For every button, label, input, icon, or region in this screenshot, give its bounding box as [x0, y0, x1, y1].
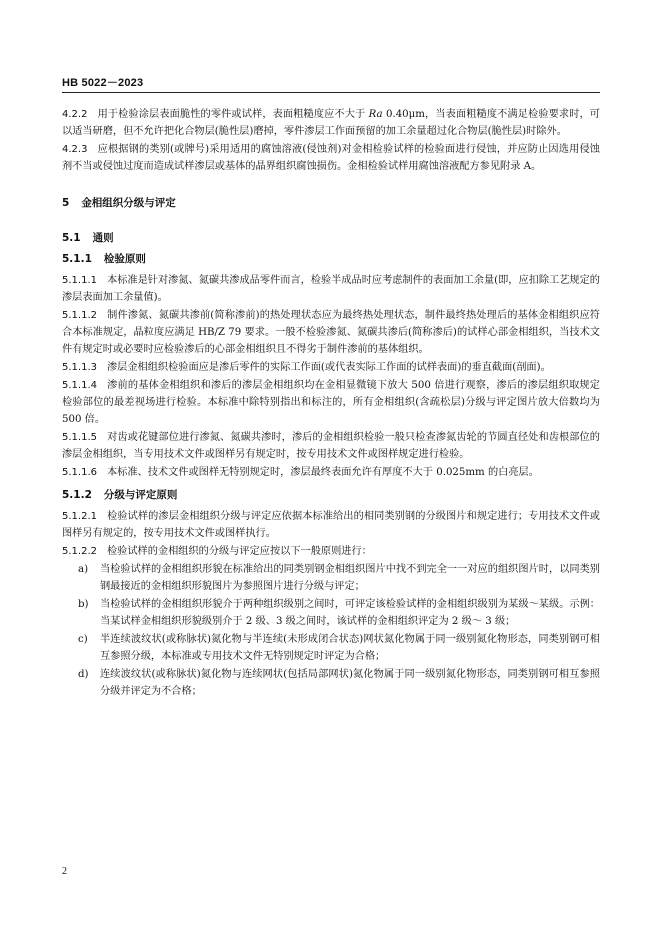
- list-marker: d): [78, 669, 89, 680]
- clause-text: 用于检验涂层表面脆性的零件或试样，表面粗糙度应不大于: [97, 109, 369, 120]
- page-number: 2: [62, 866, 67, 877]
- clause-text: 制件渗氮、氮碳共渗前(简称渗前)的热处理状态应为最终热处理状态，制件最终热处理后的基体金相组织应符合本标准规定，晶粒度应满足 HB/Z 79 要求。一般不检验渗氮、氮碳共渗后(简称渗后)的试样心部金相组织，当技术文件有规定时或必要时应检验渗后的心部金相组织且不得劣于制件渗前的基体组织。: [62, 310, 600, 355]
- header-rule: [62, 92, 600, 93]
- paragraph-5-1-1-5: [62, 429, 600, 463]
- paragraph-5-1-1-1: [62, 272, 600, 306]
- section-title: 检验原则: [103, 253, 146, 265]
- section-title: 通则: [92, 232, 114, 244]
- clause-text: 渗前的基体金相组织和渗后的渗层金相组织均在金相显微镜下放大 500 倍进行观察，渗后的渗层组织取规定检验部位的最差视场进行检验。本标准中除特别指出和标注的，所有金相组织(含疏松层)分级与评定图片放大倍数均为 500 倍。: [62, 380, 600, 425]
- clause-text: 本标准、技术文件或图样无特别规定时，渗层最终表面允许有厚度不大于 0.025mm 的白亮层。: [107, 467, 539, 478]
- principles-list: [62, 561, 600, 700]
- clause-text: 0.40μm，当表面粗糙度不满足检验要求时，可以适当研磨，但不允许把化合物层(脆性层)磨掉，零件渗层工作面预留的加工余量超过化合物层(脆性层)时除外。: [62, 109, 600, 137]
- clause-number: 5.1.1.6: [62, 467, 97, 478]
- clause-number: 5.1.1.3: [62, 362, 97, 373]
- clause-number: 5.1.1.1: [62, 275, 97, 286]
- paragraph-4-2-2: [62, 106, 600, 140]
- clause-number: 5.1.1.4: [62, 380, 97, 391]
- section-heading-5: [62, 195, 600, 212]
- list-item-text: 半连续波纹状(或称脉状)氮化物与半连续(未形成闭合状态)网状氮化物属于同一级别氮化物形态，同类别钢可相互参照分级，本标准或专用技术文件无特别规定时评定为合格；: [100, 634, 600, 662]
- clause-text: 对齿或花键部位进行渗氮、氮碳共渗时，渗后的金相组织检验一般只检查渗氮齿轮的节圆直径处和齿根部位的渗层金相组织，当专用技术文件或图样另有规定时，按专用技术文件或图样规定进行检验。: [62, 432, 600, 460]
- clause-text: 检验试样的渗层金相组织分级与评定应依据本标准给出的相同类别钢的分级图片和规定进行；专用技术文件或图样另有规定的，按专用技术文件或图样执行。: [62, 511, 600, 539]
- clause-number: 5.1.1.2: [62, 310, 97, 321]
- section-number: 5: [62, 197, 70, 209]
- list-item: [62, 561, 600, 595]
- paragraph-4-2-3: [62, 141, 600, 175]
- clause-text: 检验试样的金相组织的分级与评定应按以下一般原则进行：: [107, 546, 372, 557]
- paragraph-5-1-1-2: [62, 307, 600, 358]
- paragraph-5-1-1-3: [62, 359, 600, 376]
- paragraph-5-1-1-6: [62, 464, 600, 481]
- clause-number: 5.1.1.5: [62, 432, 97, 443]
- list-item: [62, 631, 600, 665]
- paragraph-5-1-1-4: [62, 377, 600, 428]
- clause-number: 5.1.2.2: [62, 546, 97, 557]
- clause-text: 应根据钢的类别(或牌号)采用适用的腐蚀溶液(侵蚀剂)对金相检验试样的检验面进行侵蚀，并应防止因选用侵蚀剂不当或侵蚀过度而造成试样渗层或基体的晶界组织腐蚀损伤。金相检验试样用腐蚀溶液配方参见附录 A。: [62, 144, 600, 172]
- document-body: [62, 106, 600, 701]
- clause-number: 5.1.2.1: [62, 511, 97, 522]
- section-heading-5-1-1: [62, 251, 600, 268]
- clause-text: 本标准是针对渗氮、氮碳共渗成品零件而言，检验半成品时应考虑制件的表面加工余量(即，应扣除工艺规定的渗层表面加工余量值)。: [62, 275, 600, 303]
- list-marker: c): [78, 634, 88, 645]
- section-number: 5.1: [62, 232, 81, 244]
- list-marker: a): [78, 564, 89, 575]
- paragraph-5-1-2-1: [62, 508, 600, 542]
- section-heading-5-1: [62, 230, 600, 247]
- list-item: [62, 596, 600, 630]
- clause-text: 渗层金相组织检验面应是渗后零件的实际工作面(或代表实际工作面的试样表面)的垂直截面(剖面)。: [107, 362, 551, 373]
- list-item-text: 连续波纹状(或称脉状)氮化物与连续网状(包括局部网状)氮化物属于同一级别氮化物形态，同类别钢可相互参照分级并评定为不合格；: [100, 669, 600, 697]
- section-heading-5-1-2: [62, 487, 600, 504]
- section-number: 5.1.1: [62, 253, 92, 265]
- section-title: 金相组织分级与评定: [81, 197, 176, 209]
- list-marker: b): [78, 599, 89, 610]
- list-item-text: 当检验试样的金相组织形貌在标准给出的同类别钢金相组织图片中找不到完全一一对应的组织图片时，以同类别钢最接近的金相组织形貌图片为参照图片进行分级与评定；: [100, 564, 600, 592]
- list-item: [62, 666, 600, 700]
- paragraph-5-1-2-2: [62, 543, 600, 560]
- document-number-header: HB 5022－2023: [62, 77, 144, 89]
- clause-number: 4.2.3: [62, 144, 88, 155]
- section-number: 5.1.2: [62, 489, 92, 501]
- list-item-text: 当检验试样的金相组织形貌介于两种组织级别之间时，可评定该检验试样的金相组织级别为某级～某级。示例：当某试样金相组织形貌级别介于 2 级、3 级之间时，该试样的金相组织评定为 2 级～ 3 级；: [100, 599, 600, 627]
- roughness-symbol: Ra: [368, 109, 383, 120]
- section-title: 分级与评定原则: [103, 489, 178, 501]
- clause-number: 4.2.2: [62, 109, 88, 120]
